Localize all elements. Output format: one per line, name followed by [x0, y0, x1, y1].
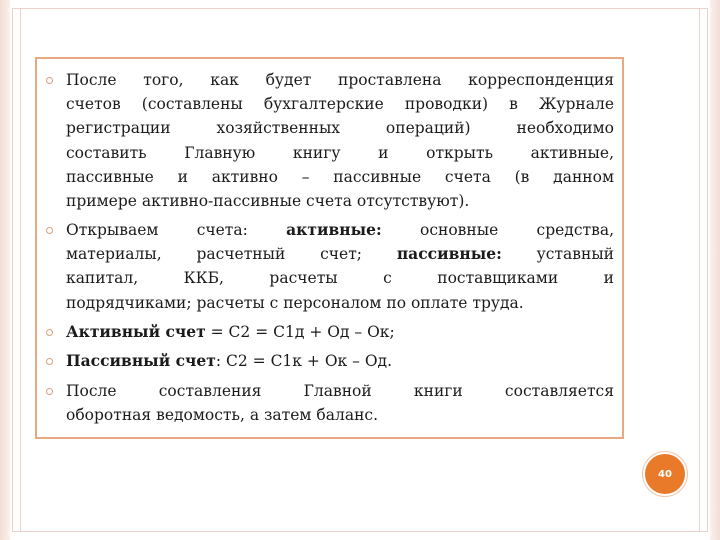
text-line: регистрации хозяйственных операций) необходимо: [66, 119, 614, 138]
bold-term-passive-account: Пассивный счет: [66, 351, 216, 370]
bullet-text-5: [66, 379, 614, 427]
right-decor-stripe: [710, 0, 720, 540]
text-line: пассивные и активно – пассивные счета (в данном: [66, 167, 614, 186]
circle-outline-icon: [46, 358, 53, 365]
text-line: счетов (составлены бухгалтерские проводки) в Журнале: [66, 95, 614, 114]
right-decor-line: [699, 8, 700, 532]
text-line: [66, 349, 614, 373]
formula-text: = С2 = С1д + Од – Ок;: [205, 323, 395, 341]
text-line: [66, 242, 614, 266]
text-line: оборотная ведомость, а затем баланс.: [66, 406, 379, 425]
text-segment: уставный: [501, 245, 614, 264]
bullet-text-3: [66, 320, 614, 344]
text-line: [66, 218, 614, 242]
text-line: примере активно-пассивные счета отсутствуют).: [66, 192, 470, 211]
content-box: [35, 57, 624, 439]
circle-outline-icon: [46, 227, 53, 234]
text-segment: материалы, расчетный счет;: [66, 245, 397, 264]
text-line: подрядчиками; расчеты с персоналом по оплате труда.: [66, 293, 524, 312]
text-line: После составления Главной книги составляется: [66, 382, 614, 400]
bullet-text-2: [66, 218, 614, 315]
bullet-text-1: [66, 68, 614, 213]
text-line: капитал, ККБ, расчеты с поставщиками и: [66, 269, 614, 288]
text-line: составить Главную книгу и открыть активные,: [66, 143, 614, 162]
bullet-text-4: [66, 349, 614, 373]
formula-text: : С2 = С1к + Ок – Од.: [215, 352, 392, 370]
page-number-badge: 40: [643, 452, 687, 496]
text-line: [66, 320, 614, 344]
text-line: После того, как будет проставлена корреспонденция: [66, 71, 614, 89]
left-decor-line: [20, 8, 21, 532]
text-segment: Открываем счета:: [66, 221, 287, 239]
circle-outline-icon: [46, 388, 53, 395]
bold-term-active: активные:: [286, 220, 382, 239]
circle-outline-icon: [46, 77, 53, 84]
circle-outline-icon: [46, 329, 53, 336]
bold-term-passive: пассивные:: [396, 244, 502, 264]
text-segment: основные средства,: [381, 221, 614, 239]
bold-term-active-account: Активный счет: [66, 322, 206, 341]
left-decor-stripe: [0, 0, 10, 540]
